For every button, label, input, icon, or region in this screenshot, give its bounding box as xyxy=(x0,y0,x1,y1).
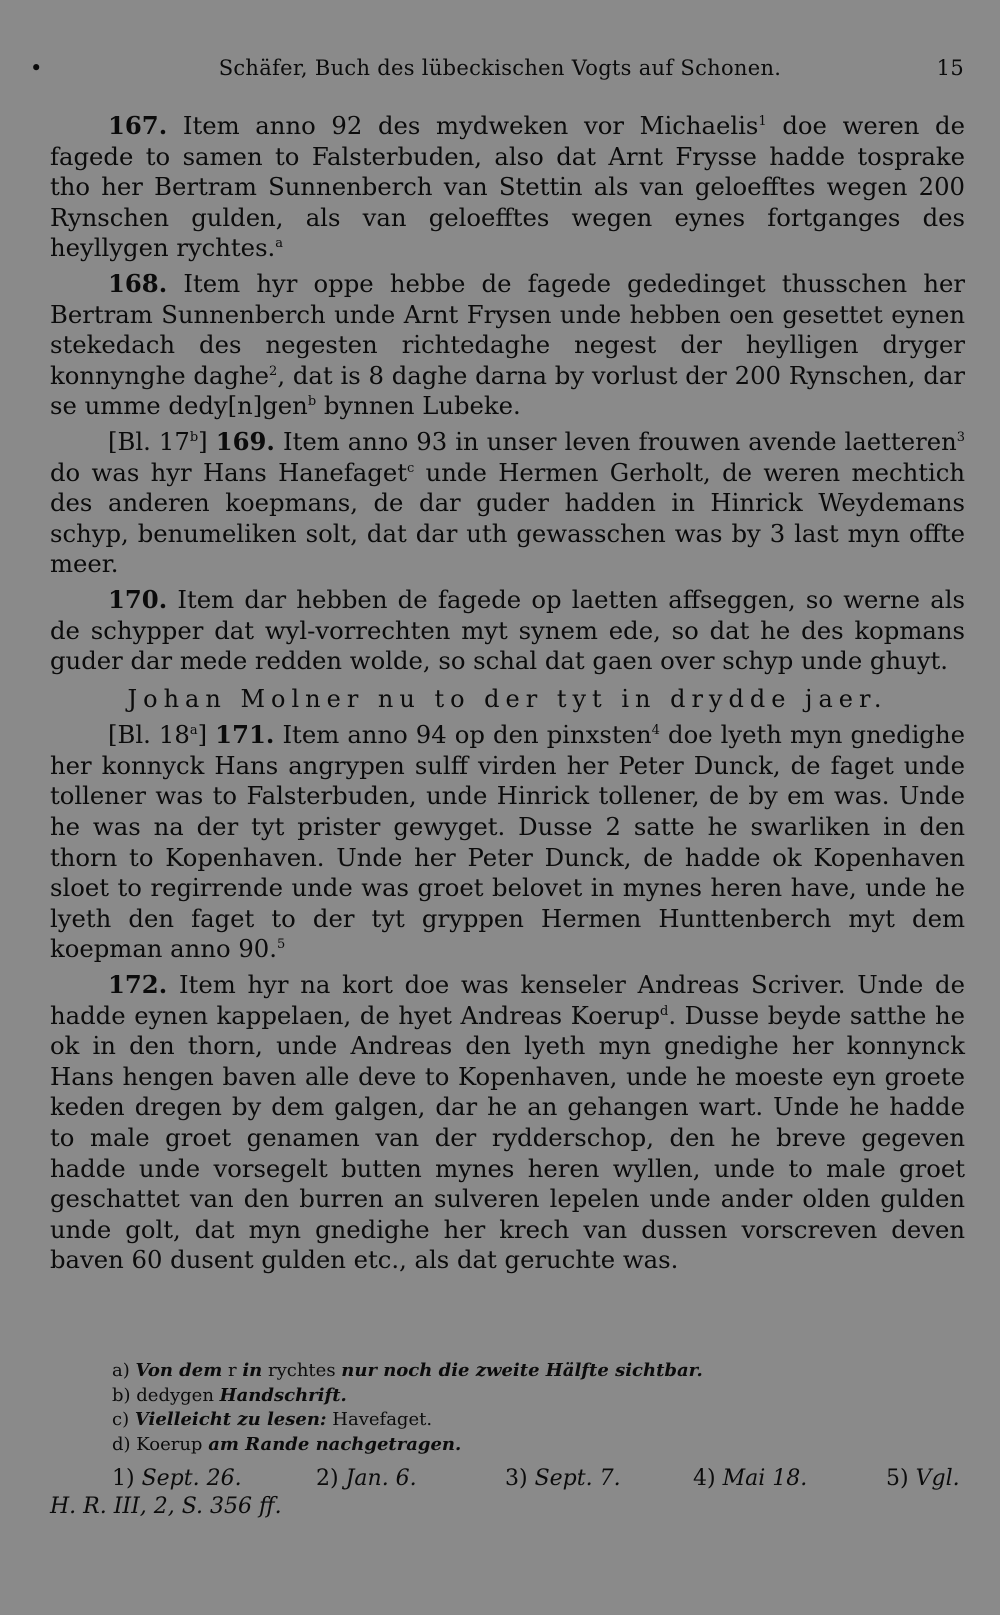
folio-ref: [Bl. 18 xyxy=(108,720,190,750)
paragraph-text: unde Hermen Gerholt, de weren mechtich des anderen koepmans, de dar guder hadden in Hinrick Weydemans schyp, benumeliken solt, dat dar uth gewasschen was by 3 last myn offte meer. xyxy=(50,457,966,579)
entry-number: 170. xyxy=(108,584,168,614)
paragraph-172 xyxy=(50,970,965,1276)
section-heading xyxy=(50,684,965,715)
page-number: 15 xyxy=(936,56,964,80)
footnote-2 xyxy=(316,1465,417,1493)
paragraph-text: Item hyr na kort doe was kenseler Andreas Scriver. Unde de hadde eynen kappelaen, de hyet Andreas Koerup xyxy=(50,970,965,1030)
note-text: rychtes xyxy=(262,1360,342,1381)
paragraph-text: doe lyeth myn gnedighe her konnyck Hans angrypen sulff virden her Peter Dunck, de faget unde tollener was to Falsterbuden, unde Hinrick tollener, de by em was. Unde he was na der tyt prister gewyget. Dusse 2 satte he swarliken in den thorn to Kopenhaven. Unde her Peter Dunck, de hadde ok Kopenhaven sloet to regirrende unde was groet belovet in mynes heren have, unde he lyeth den faget to der tyt gryppen Hermen Hunttenberch myt dem koepman anno 90. xyxy=(50,720,966,964)
paragraph-169 xyxy=(50,427,965,580)
textual-note-a xyxy=(112,1359,972,1384)
paragraph-167 xyxy=(50,111,965,264)
note-label: b) xyxy=(112,1384,131,1406)
footnote-continuation: H. R. III, 2, S. 356 ff. xyxy=(50,1494,282,1519)
note-text: dedygen xyxy=(136,1384,220,1406)
note-italic: Von dem xyxy=(135,1360,223,1381)
footnote-ref: 2 xyxy=(269,363,278,379)
running-title: Schäfer, Buch des lübeckischen Vogts auf Schonen. xyxy=(218,56,782,80)
textnote-ref: c xyxy=(407,460,415,476)
folio-ref-sup: a xyxy=(189,723,198,739)
footnote-text: Sept. 7. xyxy=(534,1466,621,1491)
header-dot: • xyxy=(30,56,43,80)
paragraph-text: do was hyr Hans Hanefaget xyxy=(50,457,407,487)
paragraph-text: Item anno 92 des mydweken vor Michaelis xyxy=(182,111,759,140)
note-text: Koerup xyxy=(136,1433,209,1455)
footnote-number: 3) xyxy=(505,1466,528,1491)
note-label: d) xyxy=(112,1433,131,1455)
paragraph-168 xyxy=(50,269,965,422)
footnote-text: Vgl. xyxy=(915,1466,960,1491)
note-italic: Handschrift. xyxy=(219,1384,347,1406)
footnote-number: 2) xyxy=(316,1466,339,1491)
note-italic: nur noch die zweite Hälfte sichtbar. xyxy=(341,1360,703,1381)
footnote-ref: 1 xyxy=(758,114,767,129)
paragraph-text: Item hyr oppe hebbe de fagede gededinget thusschen her Bertram Sunnenberch unde Arnt Frysen unde hebben oen gesettet eynen stekedach des negesten richtedaghe negest der heylligen dryger konnynghe daghe xyxy=(50,268,965,390)
footnote-text: Sept. 26. xyxy=(141,1466,242,1491)
paragraph-text: Item anno 93 in unser leven frouwen avende laetteren xyxy=(282,426,957,456)
paragraph-text: . Dusse beyde satthe he ok in den thorn, unde Andreas den lyeth myn gnedighe her konnynck Hans hengen baven alle deve to Kopenhaven, unde he moeste eyn groete keden dregen by dem galgen, dar he an gehangen wart. Unde he hadde to male groet genamen van der rydderschop, den he breve gegeven hadde unde vorsegelt butten mynes heren wyllen, unde to male groet geschattet van den burren an sulveren lepelen unde ander olden gulden unde golt, dat myn gnedighe her krech van dussen vorscreven deven baven 60 dusent gulden etc., als dat geruchte was. xyxy=(50,1000,965,1275)
footnote-number: 1) xyxy=(112,1466,135,1491)
textual-note-d xyxy=(112,1433,972,1458)
note-label: a) xyxy=(112,1360,130,1381)
paragraph-text: Item dar hebben de fagede op laetten affseggen, so werne als de schypper dat wyl-vorrechten myt synem ede, so dat he des kopmans guder dar mede redden wolde, so schal dat gaen over schyp unde ghuyt. xyxy=(50,584,965,676)
section-heading-text: Johan Molner nu to der tyt in drydde jaer. xyxy=(127,684,888,713)
note-italic: in xyxy=(242,1360,263,1381)
paragraph-text: bynnen Lubeke. xyxy=(316,391,521,421)
footnote-ref: 5 xyxy=(276,937,286,953)
note-text: Havefaget. xyxy=(326,1409,433,1430)
paragraph-171 xyxy=(50,720,965,965)
footnote-row xyxy=(50,1493,965,1521)
footnote-ref: 4 xyxy=(651,723,660,739)
folio-ref-sup: b xyxy=(189,429,199,445)
footnotes xyxy=(50,1465,965,1521)
textual-note-b xyxy=(112,1384,972,1409)
main-text xyxy=(50,111,965,1276)
textual-notes xyxy=(112,1359,972,1457)
textnote-ref: a xyxy=(275,236,284,252)
entry-number: 171. xyxy=(215,720,275,750)
textnote-ref: b xyxy=(307,394,317,410)
paragraph-170 xyxy=(50,585,965,677)
paragraph-text: Item anno 94 op den pinxsten xyxy=(282,720,652,750)
running-header xyxy=(30,56,970,88)
entry-number: 168. xyxy=(108,268,168,298)
footnote-4 xyxy=(693,1465,807,1493)
note-label: c) xyxy=(112,1409,130,1430)
footnote-5 xyxy=(886,1465,960,1493)
entry-number: 172. xyxy=(108,970,168,1000)
footnote-row xyxy=(50,1465,965,1493)
note-italic: Vielleicht zu lesen: xyxy=(134,1409,327,1430)
paragraph-text: , dat is 8 daghe darna by vorlust der 200 Rynschen, dar se umme dedy[n]gen xyxy=(50,360,965,421)
textual-note-c xyxy=(112,1408,972,1433)
textnote-ref: d xyxy=(660,1003,669,1019)
footnote-text: Jan. 6. xyxy=(345,1466,417,1491)
footnote-1 xyxy=(112,1465,242,1493)
footnote-number: 5) xyxy=(886,1466,909,1491)
note-italic: am Rande nachgetragen. xyxy=(208,1433,462,1455)
footnote-ref: 3 xyxy=(956,429,966,445)
note-text: r xyxy=(222,1360,243,1381)
footnote-text: Mai 18. xyxy=(722,1466,808,1491)
footnote-3 xyxy=(505,1465,621,1493)
paragraph-text: doe weren de fagede to samen to Falsterbuden, also dat Arnt Frysse hadde tosprake tho her Bertram Sunnenberch van Stettin als van geloefftes wegen 200 Rynschen gulden, als van geloefftes wegen eynes fortganges des heyllygen rychtes. xyxy=(50,111,965,263)
footnote-number: 4) xyxy=(693,1466,716,1491)
entry-number: 169. xyxy=(215,426,275,456)
entry-number: 167. xyxy=(108,111,168,140)
folio-ref-close: ] xyxy=(197,720,208,750)
folio-ref-close: ] xyxy=(198,426,208,456)
folio-ref: [Bl. 17 xyxy=(108,426,190,456)
